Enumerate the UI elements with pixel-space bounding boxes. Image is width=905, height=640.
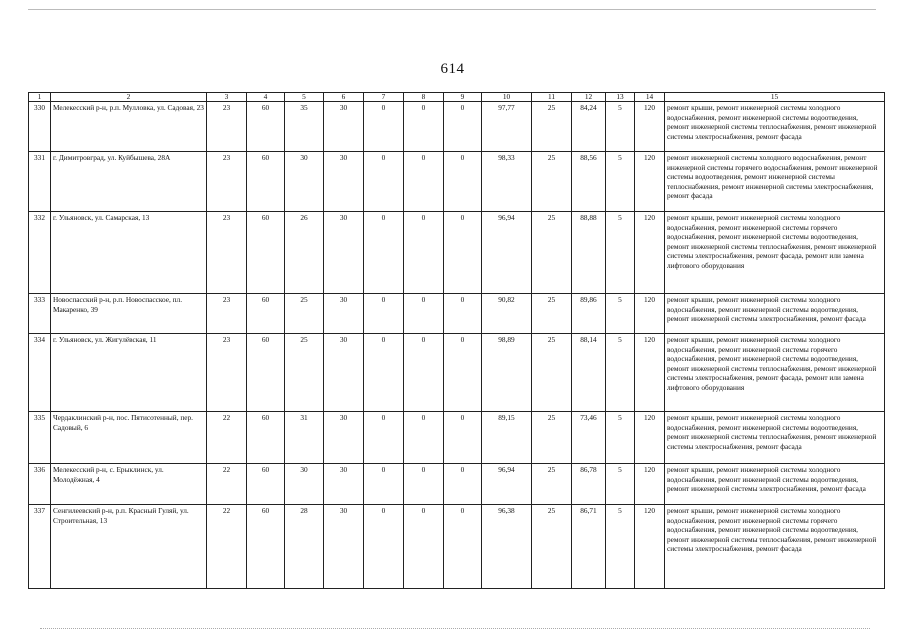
cell-c5: 30 [285, 152, 324, 212]
cell-c9: 0 [444, 412, 482, 464]
cell-c9: 0 [444, 334, 482, 412]
table-row [29, 212, 885, 294]
cell-c10: 89,15 [482, 412, 532, 464]
top-rule [28, 9, 876, 10]
cell-c12: 88,88 [572, 212, 606, 294]
cell-c13: 5 [606, 152, 635, 212]
cell-c14: 120 [635, 102, 665, 152]
cell-c4: 60 [247, 102, 285, 152]
cell-c12: 88,56 [572, 152, 606, 212]
column-header: 2 [51, 93, 207, 102]
works-cell: ремонт крыши, ремонт инженерной системы холодного водоснабжения, ремонт инженерной системы горячего водоснабжения, ремонт инженерной системы водоотведения, ремонт инженерной системы теплоснабжения, ремонт инженерной системы электроснабжения, ремонт фасада, ремонт или замена лифтового оборудования [665, 334, 885, 412]
cell-c3: 23 [207, 334, 247, 412]
cell-c13: 5 [606, 334, 635, 412]
cell-c13: 5 [606, 412, 635, 464]
cell-c8: 0 [404, 412, 444, 464]
cell-c4: 60 [247, 294, 285, 334]
works-cell: ремонт крыши, ремонт инженерной системы холодного водоснабжения, ремонт инженерной системы водоотведения, ремонт инженерной системы теплоснабжения, ремонт инженерной системы электроснабжения, ремонт фасада [665, 102, 885, 152]
cell-c5: 30 [285, 464, 324, 505]
column-header: 12 [572, 93, 606, 102]
cell-c10: 96,94 [482, 464, 532, 505]
cell-c7: 0 [364, 152, 404, 212]
scan-noise-line [40, 628, 870, 629]
column-header: 5 [285, 93, 324, 102]
column-header: 11 [532, 93, 572, 102]
works-cell: ремонт инженерной системы холодного водоснабжения, ремонт инженерной системы горячего водоснабжения, ремонт инженерной системы водоотведения, ремонт инженерной системы теплоснабжения, ремонт инженерной системы электроснабжения, ремонт фасада [665, 152, 885, 212]
cell-c10: 98,33 [482, 152, 532, 212]
cell-c7: 0 [364, 505, 404, 589]
row-number-cell: 333 [29, 294, 51, 334]
cell-c7: 0 [364, 102, 404, 152]
cell-c6: 30 [324, 102, 364, 152]
cell-c12: 88,14 [572, 334, 606, 412]
address-cell: Мелекесский р-н, р.п. Мулловка, ул. Садовая, 23 [51, 102, 207, 152]
cell-c11: 25 [532, 505, 572, 589]
cell-c12: 86,78 [572, 464, 606, 505]
address-cell: Новоспасский р-н, р.п. Новоспасское, пл. Макаренко, 39 [51, 294, 207, 334]
cell-c10: 90,82 [482, 294, 532, 334]
row-number-cell: 337 [29, 505, 51, 589]
column-header: 3 [207, 93, 247, 102]
column-header: 14 [635, 93, 665, 102]
cell-c10: 98,89 [482, 334, 532, 412]
cell-c11: 25 [532, 152, 572, 212]
cell-c11: 25 [532, 212, 572, 294]
table-row [29, 334, 885, 412]
address-cell: г. Ульяновск, ул. Жигулёвская, 11 [51, 334, 207, 412]
cell-c6: 30 [324, 505, 364, 589]
address-cell: Сенгилеевский р-н, р.п. Красный Гуляй, ул. Строительная, 13 [51, 505, 207, 589]
cell-c13: 5 [606, 505, 635, 589]
cell-c9: 0 [444, 505, 482, 589]
address-cell: г. Димитровград, ул. Куйбышева, 28А [51, 152, 207, 212]
address-cell: г. Ульяновск, ул. Самарская, 13 [51, 212, 207, 294]
cell-c3: 23 [207, 212, 247, 294]
cell-c6: 30 [324, 464, 364, 505]
cell-c14: 120 [635, 334, 665, 412]
cell-c7: 0 [364, 464, 404, 505]
cell-c13: 5 [606, 102, 635, 152]
table-row [29, 464, 885, 505]
cell-c12: 89,86 [572, 294, 606, 334]
column-number-row [29, 93, 885, 102]
cell-c7: 0 [364, 334, 404, 412]
cell-c9: 0 [444, 294, 482, 334]
table-row [29, 152, 885, 212]
column-header: 15 [665, 93, 885, 102]
row-number-cell: 334 [29, 334, 51, 412]
cell-c4: 60 [247, 212, 285, 294]
cell-c5: 25 [285, 334, 324, 412]
table-row [29, 412, 885, 464]
column-header: 13 [606, 93, 635, 102]
cell-c10: 96,38 [482, 505, 532, 589]
cell-c4: 60 [247, 152, 285, 212]
cell-c11: 25 [532, 412, 572, 464]
cell-c7: 0 [364, 412, 404, 464]
column-header: 1 [29, 93, 51, 102]
table-row [29, 294, 885, 334]
cell-c5: 28 [285, 505, 324, 589]
cell-c8: 0 [404, 294, 444, 334]
cell-c12: 84,24 [572, 102, 606, 152]
cell-c6: 30 [324, 334, 364, 412]
works-cell: ремонт крыши, ремонт инженерной системы холодного водоснабжения, ремонт инженерной системы водоотведения, ремонт инженерной системы электроснабжения, ремонт фасада [665, 294, 885, 334]
column-header: 6 [324, 93, 364, 102]
cell-c13: 5 [606, 212, 635, 294]
cell-c3: 23 [207, 152, 247, 212]
cell-c10: 97,77 [482, 102, 532, 152]
cell-c14: 120 [635, 505, 665, 589]
cell-c5: 26 [285, 212, 324, 294]
column-header: 8 [404, 93, 444, 102]
cell-c3: 22 [207, 464, 247, 505]
row-number-cell: 335 [29, 412, 51, 464]
works-cell: ремонт крыши, ремонт инженерной системы холодного водоснабжения, ремонт инженерной системы водоотведения, ремонт инженерной системы теплоснабжения, ремонт инженерной системы электроснабжения, ремонт фасада [665, 412, 885, 464]
cell-c12: 86,71 [572, 505, 606, 589]
cell-c7: 0 [364, 212, 404, 294]
column-header: 4 [247, 93, 285, 102]
cell-c13: 5 [606, 294, 635, 334]
works-cell: ремонт крыши, ремонт инженерной системы холодного водоснабжения, ремонт инженерной системы горячего водоснабжения, ремонт инженерной системы водоотведения, ремонт инженерной системы теплоснабжения, ремонт инженерной системы электроснабжения, ремонт фасада [665, 505, 885, 589]
cell-c12: 73,46 [572, 412, 606, 464]
address-cell: Мелекесский р-н, с. Ерыклинск, ул. Молодёжная, 4 [51, 464, 207, 505]
cell-c11: 25 [532, 102, 572, 152]
cell-c8: 0 [404, 464, 444, 505]
row-number-cell: 330 [29, 102, 51, 152]
cell-c8: 0 [404, 102, 444, 152]
registry-table [28, 92, 885, 589]
cell-c4: 60 [247, 505, 285, 589]
works-cell: ремонт крыши, ремонт инженерной системы холодного водоснабжения, ремонт инженерной системы горячего водоснабжения, ремонт инженерной системы водоотведения, ремонт инженерной системы теплоснабжения, ремонт инженерной системы электроснабжения, ремонт фасада, ремонт или замена лифтового оборудования [665, 212, 885, 294]
cell-c9: 0 [444, 152, 482, 212]
cell-c8: 0 [404, 505, 444, 589]
cell-c4: 60 [247, 412, 285, 464]
column-header: 7 [364, 93, 404, 102]
cell-c3: 22 [207, 505, 247, 589]
registry-table-body [29, 93, 885, 589]
cell-c8: 0 [404, 152, 444, 212]
table-row [29, 505, 885, 589]
cell-c14: 120 [635, 464, 665, 505]
cell-c9: 0 [444, 212, 482, 294]
cell-c11: 25 [532, 464, 572, 505]
cell-c3: 22 [207, 412, 247, 464]
cell-c8: 0 [404, 334, 444, 412]
cell-c3: 23 [207, 102, 247, 152]
cell-c5: 35 [285, 102, 324, 152]
cell-c11: 25 [532, 334, 572, 412]
cell-c14: 120 [635, 212, 665, 294]
cell-c14: 120 [635, 294, 665, 334]
cell-c6: 30 [324, 412, 364, 464]
column-header: 10 [482, 93, 532, 102]
table-row [29, 102, 885, 152]
cell-c6: 30 [324, 294, 364, 334]
cell-c5: 31 [285, 412, 324, 464]
row-number-cell: 331 [29, 152, 51, 212]
cell-c5: 25 [285, 294, 324, 334]
column-header: 9 [444, 93, 482, 102]
cell-c4: 60 [247, 464, 285, 505]
cell-c9: 0 [444, 102, 482, 152]
cell-c14: 120 [635, 412, 665, 464]
cell-c9: 0 [444, 464, 482, 505]
cell-c7: 0 [364, 294, 404, 334]
page-number: 614 [440, 61, 465, 77]
cell-c13: 5 [606, 464, 635, 505]
cell-c11: 25 [532, 294, 572, 334]
cell-c14: 120 [635, 152, 665, 212]
cell-c6: 30 [324, 152, 364, 212]
row-number-cell: 336 [29, 464, 51, 505]
row-number-cell: 332 [29, 212, 51, 294]
cell-c10: 96,94 [482, 212, 532, 294]
cell-c8: 0 [404, 212, 444, 294]
address-cell: Чердаклинский р-н, пос. Пятисотенный, пер. Садовый, 6 [51, 412, 207, 464]
cell-c4: 60 [247, 334, 285, 412]
works-cell: ремонт крыши, ремонт инженерной системы холодного водоснабжения, ремонт инженерной системы водоотведения, ремонт инженерной системы электроснабжения, ремонт фасада [665, 464, 885, 505]
cell-c6: 30 [324, 212, 364, 294]
cell-c3: 23 [207, 294, 247, 334]
